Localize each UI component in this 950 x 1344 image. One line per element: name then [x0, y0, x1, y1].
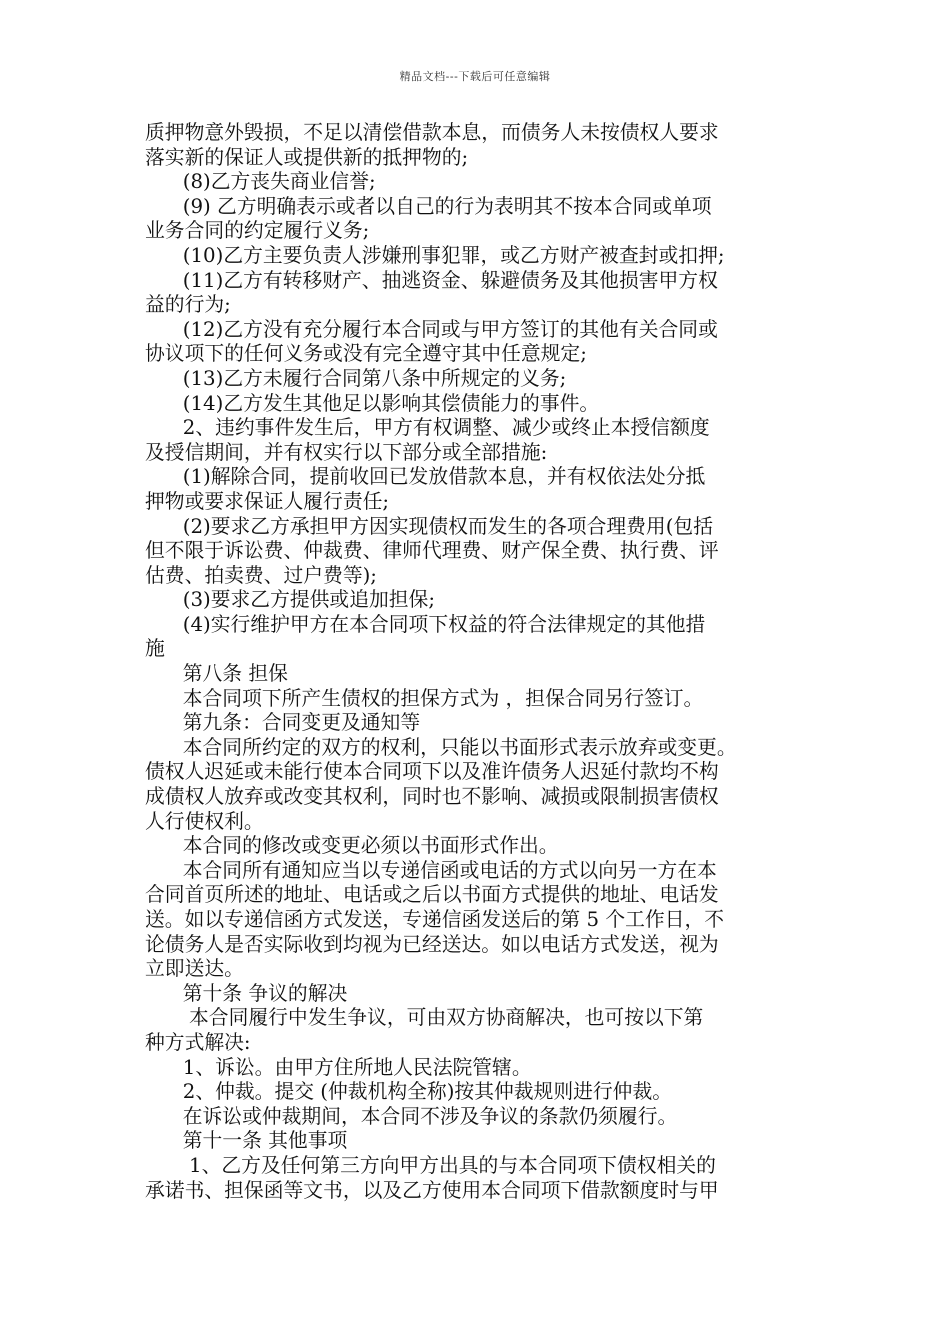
- text-line: (14)乙方发生其他足以影响其偿债能力的事件。: [145, 391, 600, 415]
- text-line: 成债权人放弃或改变其权利，同时也不影响、减损或限制损害债权: [145, 785, 719, 809]
- text-line: 施: [145, 637, 165, 661]
- text-line: 2、仲裁。提交 (仲裁机构全称)按其仲裁规则进行仲裁。: [145, 1080, 673, 1104]
- text-line: 第十条 争议的解决: [145, 981, 348, 1005]
- text-line: 及授信期间，并有权实行以下部分或全部措施:: [145, 440, 548, 464]
- page-header: 精品文档---下载后可任意编辑: [399, 70, 551, 83]
- text-line: 承诺书、担保函等文书，以及乙方使用本合同项下借款额度时与甲: [145, 1178, 719, 1202]
- text-line: 落实新的保证人或提供新的抵押物的;: [145, 145, 469, 169]
- text-line: 论债务人是否实际收到均视为已经送达。如以电话方式发送，视为: [145, 932, 719, 956]
- text-line: 第十一条 其他事项: [145, 1129, 348, 1153]
- text-line: 立即送达。: [145, 957, 244, 981]
- document-body: [145, 121, 810, 1203]
- text-line: 业务合同的约定履行义务;: [145, 219, 370, 243]
- text-line: (11)乙方有转移财产、抽逃资金、躲避债务及其他损害甲方权: [145, 268, 718, 292]
- text-line: 2、违约事件发生后，甲方有权调整、减少或终止本授信额度: [145, 416, 710, 440]
- text-line: 合同首页所述的地址、电话或之后以书面方式提供的地址、电话发: [145, 883, 719, 907]
- text-line: 估费、拍卖费、过户费等);: [145, 563, 377, 587]
- text-line: 本合同所有通知应当以专递信函或电话的方式以向另一方在本: [145, 858, 717, 882]
- text-line: (2)要求乙方承担甲方因实现债权而发生的各项合理费用(包括: [145, 514, 713, 538]
- text-line: 送。如以专递信函方式发送，专递信函发送后的第 5 个工作日，不: [145, 908, 725, 931]
- text-line: (4)实行维护甲方在本合同项下权益的符合法律规定的其他措: [145, 612, 706, 636]
- text-line: (13)乙方未履行合同第八条中所规定的义务;: [145, 366, 567, 390]
- text-line: 人行使权利。: [145, 809, 264, 833]
- text-line: 第八条 担保: [145, 662, 288, 686]
- text-line: 质押物意外毁损，不足以清偿借款本息，而债务人未按债权人要求: [145, 121, 719, 144]
- text-line: (1)解除合同，提前收回已发放借款本息，并有权依法处分抵: [145, 465, 706, 489]
- text-line: (12)乙方没有充分履行本合同或与甲方签订的其他有关合同或: [145, 317, 718, 341]
- text-line: 本合同履行中发生争议，可由双方协商解决，也可按以下第: [145, 1006, 704, 1030]
- text-line: 第九条：合同变更及通知等: [145, 711, 421, 735]
- text-line: 押物或要求保证人履行责任;: [145, 489, 390, 513]
- text-line: 债权人迟延或未能行使本合同项下以及准许债务人迟延付款均不构: [145, 760, 719, 784]
- text-line: 协议项下的任何义务或没有完全遵守其中任意规定;: [145, 342, 587, 366]
- text-line: 1、诉讼。由甲方住所地人民法院管辖。: [145, 1055, 532, 1079]
- text-line: (8)乙方丧失商业信誉;: [145, 170, 376, 194]
- text-line: 本合同项下所产生债权的担保方式为 ，担保合同另行签订。: [145, 686, 704, 710]
- text-line: 在诉讼或仲裁期间，本合同不涉及争议的条款仍须履行。: [145, 1104, 678, 1128]
- text-line: (10)乙方主要负责人涉嫌刑事犯罪，或乙方财产被查封或扣押;: [145, 243, 725, 267]
- text-line: (3)要求乙方提供或追加担保;: [145, 588, 436, 612]
- text-line: 本合同的修改或变更必须以书面形式作出。: [145, 834, 559, 858]
- text-line: (9) 乙方明确表示或者以自己的行为表明其不按本合同或单项: [145, 194, 712, 218]
- text-line: 但不限于诉讼费、仲裁费、律师代理费、财产保全费、执行费、评: [145, 539, 719, 563]
- text-line: 本合同所约定的双方的权利，只能以书面形式表示放弃或变更。: [145, 735, 737, 759]
- text-line: 益的行为;: [145, 293, 231, 317]
- text-line: 1、乙方及任何第三方向甲方出具的与本合同项下债权相关的: [145, 1153, 716, 1177]
- text-line: 种方式解决:: [145, 1030, 251, 1054]
